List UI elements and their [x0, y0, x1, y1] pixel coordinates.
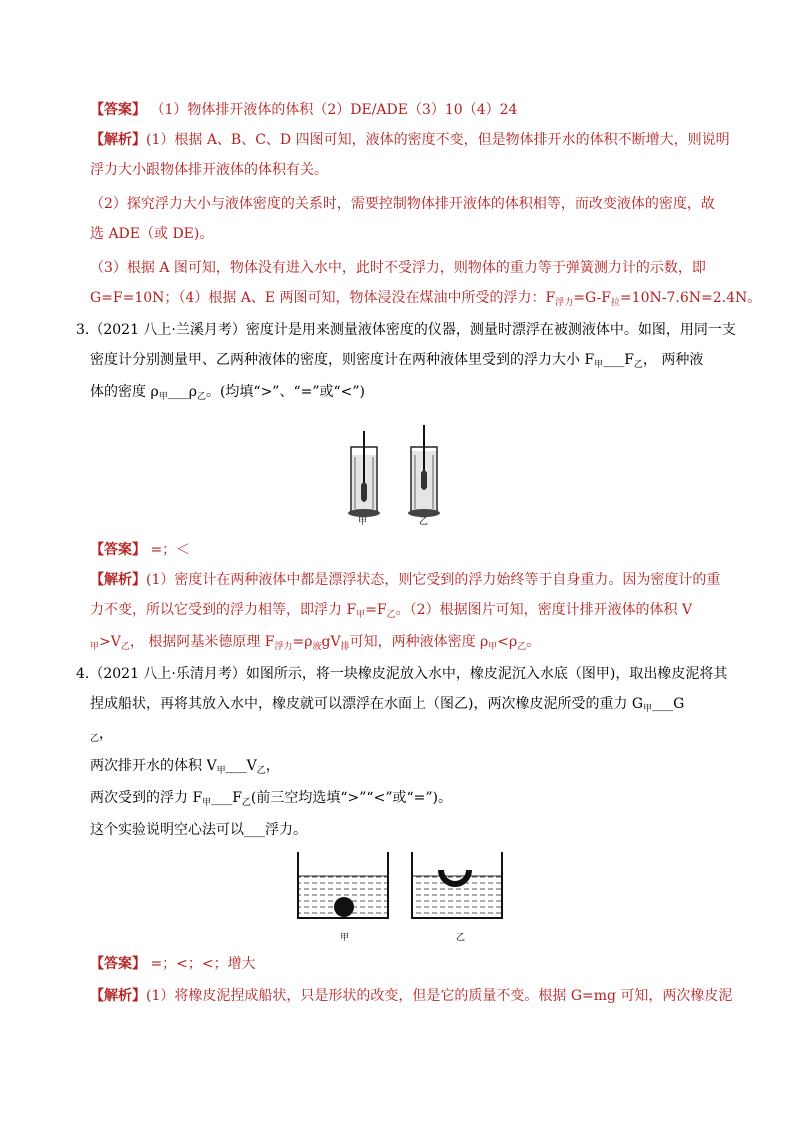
subscript: 甲 [356, 610, 366, 620]
question-text: 两次受到的浮力 F [90, 790, 203, 806]
clay-ball [334, 897, 354, 917]
subscript: 甲 [216, 766, 226, 776]
question-text: (前三空均选填“>”“<”或“=”)。 [250, 790, 452, 806]
question-text: ， 两种液 [642, 352, 704, 368]
answer-label: 【答案】 [90, 102, 146, 118]
question-4-line [90, 724, 113, 746]
analysis-label: 【解析】 [90, 988, 146, 1004]
subscript: 乙 [196, 392, 206, 402]
analysis-text: 力不变，所以它受到的浮力相等，即浮力 F [90, 602, 357, 618]
analysis-line [90, 986, 732, 1006]
analysis-line [90, 600, 692, 622]
question-4-line: 4.（2021 八上·乐清月考）如图所示，将一块橡皮泥放入水中，橡皮泥沉入水底（图甲)，取出橡皮泥将其 [76, 666, 728, 682]
figure-label-yi: 乙 [419, 517, 429, 527]
analysis-line [90, 130, 730, 150]
answer-label: 【答案】 [90, 542, 146, 558]
analysis-line: （3）根据 A 图可知，物体没有进入水中，此时不受浮力，则物体的重力等于弹簧测力计的示数，即 [90, 260, 706, 276]
analysis-text: =ρ [292, 634, 313, 650]
cylinder-a [348, 431, 380, 517]
analysis-line [90, 288, 761, 310]
question-4-line [90, 694, 684, 716]
subscript: 乙 [241, 798, 251, 808]
subscript: 乙 [633, 360, 643, 370]
question-text: 体的密度 ρ [90, 384, 159, 400]
analysis-text: >V [99, 634, 121, 650]
analysis-line [90, 632, 540, 654]
analysis-label: 【解析】 [90, 132, 146, 148]
question-text: ___G [652, 696, 685, 712]
analysis-text: G=F=10N；（4）根据 A、E 两图可知，物体浸没在煤油中所受的浮力：F [90, 290, 556, 306]
question-3-line [90, 350, 703, 372]
analysis-line [90, 570, 720, 590]
cylinder-b [408, 425, 440, 517]
answer-label: 【答案】 [90, 956, 146, 972]
subscript: 甲 [594, 360, 604, 370]
answer-text: =；＜ [150, 542, 191, 558]
analysis-line: 选 ADE（或 DE)。 [90, 226, 214, 242]
analysis-text: =G-F [573, 290, 611, 306]
question-3-line: 3.（2021 八上·兰溪月考）密度计是用来测量液体密度的仪器，测量时漂浮在被测液体中。如图，用同一支 [76, 322, 736, 338]
analysis-text: (1）根据 A、B、C、D 四图可知，液体的密度不变，但是物体排开水的体积不断增大，则说明 [146, 132, 730, 148]
analysis-text: 。 [526, 634, 541, 650]
subscript: 甲 [643, 704, 653, 714]
question-text: ， [99, 726, 114, 742]
subscript: 浮力 [274, 642, 293, 652]
subscript: 甲 [90, 642, 100, 652]
question-3-line [90, 382, 365, 404]
analysis-text: 。（2）根据图片可知，密度计排开液体的体积 V [395, 602, 693, 618]
container-a [298, 852, 388, 918]
analysis-text: <ρ [497, 634, 518, 650]
analysis-text: gV [321, 634, 341, 650]
question-text: ___F [603, 352, 634, 368]
question-4-line [90, 756, 280, 778]
subscript: 甲 [158, 392, 168, 402]
figure-label-yi: 乙 [456, 933, 466, 943]
subscript: 浮力 [555, 298, 574, 308]
analysis-text: =10N-7.6N=2.4N。 [619, 290, 762, 306]
subscript: 乙 [386, 610, 396, 620]
analysis-label: 【解析】 [90, 572, 146, 588]
subscript: 乙 [90, 734, 100, 744]
subscript: 乙 [120, 642, 130, 652]
analysis-text: (1）将橡皮泥捏成船状，只是形状的改变，但是它的质量不变。根据 G=mg 可知，两次橡皮泥 [146, 988, 733, 1004]
question-text: ___ρ [167, 384, 197, 400]
question-text: ， [265, 758, 280, 774]
answer-text: =；<；<；增大 [150, 956, 256, 972]
subscript: 拉 [610, 298, 620, 308]
figure-label-jia: 甲 [358, 517, 368, 527]
question-text: ___F [211, 790, 242, 806]
analysis-line: （2）探究浮力大小与液体密度的关系时，需要控制物体排开液体的体积相等，而改变液体的密度，故 [90, 196, 715, 212]
question-4-line [90, 788, 452, 810]
subscript: 乙 [256, 766, 266, 776]
analysis-text: =F [365, 602, 387, 618]
analysis-text: (1）密度计在两种液体中都是漂浮状态，则它受到的浮力始终等于自身重力。因为密度计的重 [146, 572, 721, 588]
question-text: 捏成船状，再将其放入水中，橡皮就可以漂浮在水面上（图乙)，两次橡皮泥所受的重力 G [90, 696, 644, 712]
analysis-text: ， 根据阿基米德原理 F [129, 634, 275, 650]
answer-line-prev [90, 100, 517, 120]
answer-line-q4 [90, 954, 256, 974]
question-4-line: 这个实验说明空心法可以___浮力。 [90, 822, 307, 838]
subscript: 乙 [517, 642, 527, 652]
subscript: 甲 [202, 798, 212, 808]
answer-line-q3 [90, 540, 190, 560]
subscript: 液 [312, 642, 322, 652]
clay-figure [296, 850, 506, 922]
question-text: 。(均填“>”、“=”或“<”) [205, 384, 366, 400]
subscript: 排 [340, 642, 350, 652]
analysis-line: 浮力大小跟物体排开液体的体积有关。 [90, 162, 328, 178]
analysis-text: 可知，两种液体密度 ρ [349, 634, 489, 650]
container-b [412, 852, 502, 918]
question-text: ___V [225, 758, 257, 774]
question-text: 密度计分别测量甲、乙两种液体的密度，则密度计在两种液体里受到的浮力大小 F [90, 352, 595, 368]
figure-label-jia: 甲 [340, 933, 350, 943]
subscript: 甲 [488, 642, 498, 652]
question-text: 两次排开水的体积 V [90, 758, 217, 774]
answer-text: （1）物体排开液体的体积（2）DE/ADE（3）10（4）24 [150, 102, 518, 118]
